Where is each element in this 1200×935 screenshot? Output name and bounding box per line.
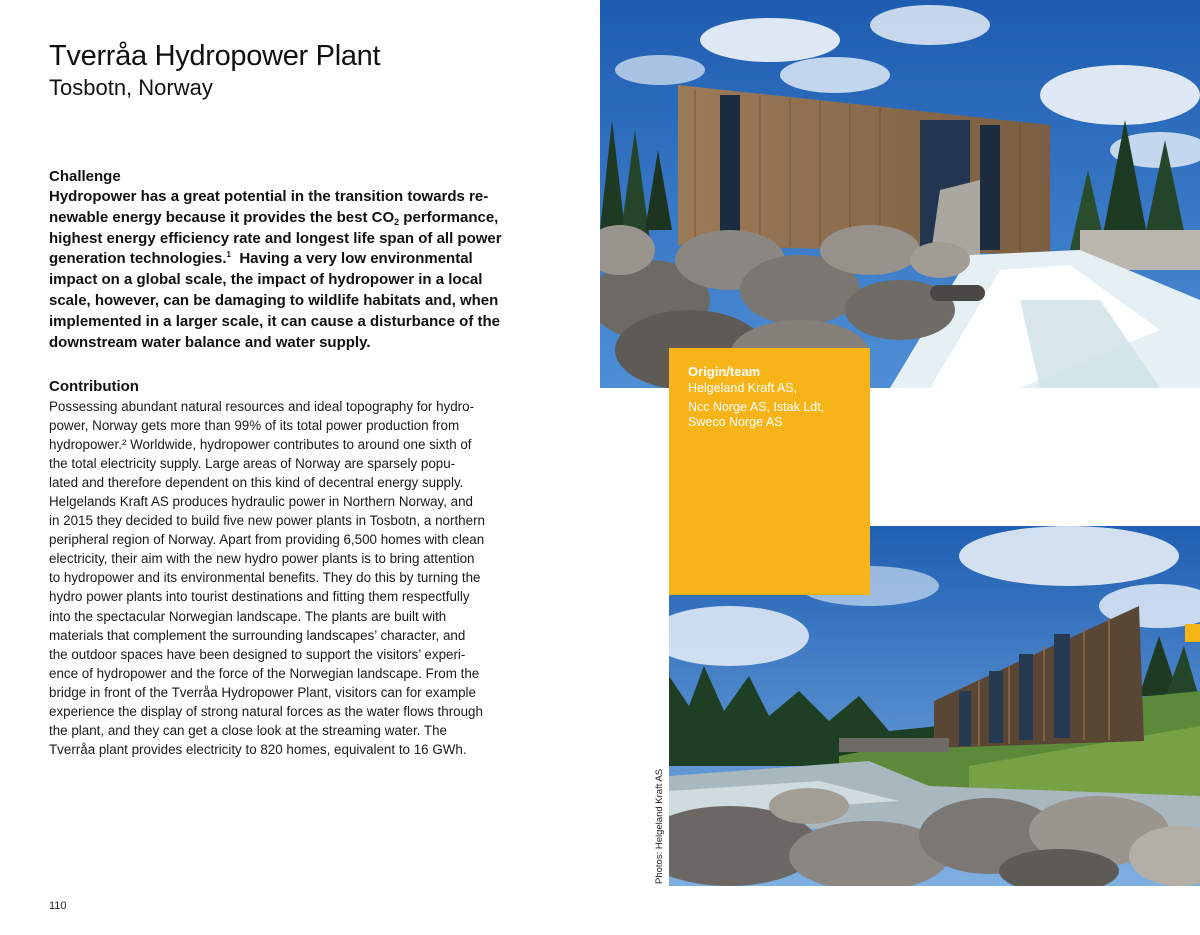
contribution-line: in 2015 they decided to build five new power plants in Tosbotn, a northern (49, 513, 485, 529)
subscript: 2 (394, 216, 400, 227)
origin-team-heading: Origin/team (688, 364, 761, 379)
contribution-line: Helgelands Kraft AS produces hydraulic power in Northern Norway, and (49, 494, 474, 510)
challenge-text: performance, (399, 208, 499, 226)
contribution-heading: Contribution (49, 378, 139, 395)
challenge-line (49, 208, 539, 229)
challenge-section (49, 168, 539, 353)
contribution-line: into the spectacular Norwegian landscape. The plants are built with (49, 608, 447, 624)
contribution-line: bridge in front of the Tverråa Hydropower Plant, visitors can for example (49, 684, 476, 700)
contribution-line: the plant, and they can get a close look at the streaming water. The (49, 722, 447, 738)
page-edge-tab (1185, 624, 1200, 642)
contribution-section (49, 378, 539, 759)
power-plant-photo-top (600, 0, 1200, 388)
footnote-ref: 1 (226, 250, 231, 260)
challenge-line: implemented in a larger scale, it can cause a disturbance of the (49, 312, 500, 330)
challenge-text: generation technologies. (49, 250, 227, 268)
contribution-line: Tverråa plant provides electricity to 820 homes, equivalent to 16 GWh. (49, 741, 467, 757)
challenge-line (49, 249, 539, 270)
origin-team-line: Sweco Norge AS (688, 415, 783, 429)
contribution-line: materials that complement the surrounding landscapes’ character, and (49, 627, 466, 643)
challenge-text: Having a very low environmental (230, 250, 473, 268)
page-title: Tverråa Hydropower Plant (49, 40, 381, 72)
contribution-line: hydropower.² Worldwide, hydropower contributes to around one sixth of (49, 437, 472, 453)
contribution-line: to hydropower and its environmental benefits. They do this by turning the (49, 570, 481, 586)
contribution-line: the total electricity supply. Large areas of Norway are sparsely popu- (49, 456, 456, 472)
challenge-line: highest energy efficiency rate and longest life span of all power (49, 229, 502, 247)
contribution-line: ence of hydropower and the force of the Norwegian landscape. From the (49, 665, 480, 681)
contribution-line: power, Norway gets more than 99% of its total power production from (49, 418, 460, 434)
contribution-line: electricity, their aim with the new hydro power plants is to bring attention (49, 551, 475, 567)
contribution-line: Possessing abundant natural resources and ideal topography for hydro- (49, 399, 475, 414)
contribution-line: hydro power plants into tourist destinations and fitting them respectfully (49, 589, 470, 605)
challenge-line: Hydropower has a great potential in the transition towards re- (49, 188, 489, 205)
origin-team-line: Ncc Norge AS, Istak Ldt, (688, 400, 825, 414)
photo-credit: Photos: Helgeland Kraft AS (654, 768, 665, 884)
challenge-heading: Challenge (49, 168, 121, 185)
page-number: 110 (49, 900, 67, 912)
challenge-body (49, 187, 539, 353)
contribution-line: experience the display of strong natural forces as the water flows through (49, 703, 483, 719)
challenge-line: scale, however, can be damaging to wildlife habitats and, when (49, 291, 499, 309)
contribution-line: peripheral region of Norway. Apart from providing 6,500 homes with clean (49, 532, 485, 548)
contribution-line: lated and therefore dependent on this kind of decentral energy supply. (49, 475, 464, 491)
contribution-body (49, 397, 539, 759)
origin-team-line: Helgeland Kraft AS, (688, 381, 798, 395)
challenge-line: downstream water balance and water supply. (49, 333, 371, 351)
challenge-text: newable energy because it provides the best CO (49, 208, 395, 226)
contribution-line: the outdoor spaces have been designed to support the visitors’ experi- (49, 646, 466, 662)
challenge-line: impact on a global scale, the impact of hydropower in a local (49, 271, 483, 289)
page-subtitle: Tosbotn, Norway (49, 75, 213, 100)
